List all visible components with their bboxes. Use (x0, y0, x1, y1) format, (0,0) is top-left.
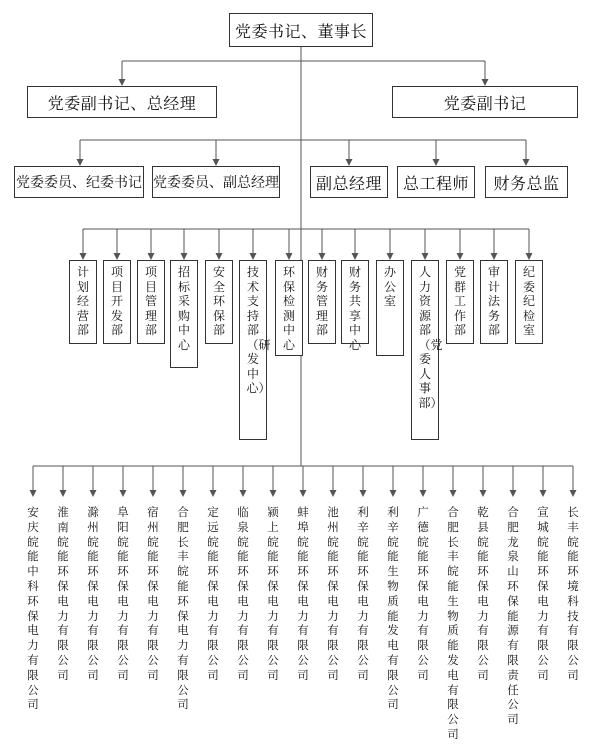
arrow-head (457, 253, 464, 260)
arrow-head (270, 490, 277, 497)
department-box (103, 260, 131, 344)
subsidiary-label: 合肥长丰皖能生物质能发电有限公司 (447, 505, 459, 741)
arrow-head (77, 159, 84, 166)
department-label: 党群工作部 (453, 265, 466, 337)
department-box (205, 260, 233, 344)
department-label: 办公室 (383, 265, 396, 308)
arrow-head (210, 490, 217, 497)
arrow-head (510, 490, 517, 497)
department-box (341, 260, 369, 352)
subsidiary-label: 阜阳皖能环保电力有限公司 (117, 505, 129, 682)
arrow-head (480, 490, 487, 497)
subsidiary-label: 广德皖能环保电力有限公司 (417, 505, 429, 682)
arrow-head (240, 490, 247, 497)
arrow-head (90, 490, 97, 497)
department-label: 环保检测中心 (282, 265, 295, 352)
department-box (446, 260, 474, 344)
arrow-head (80, 253, 87, 260)
arrow-head (114, 253, 121, 260)
arrow-head (150, 490, 157, 497)
subsidiary-label: 安庆皖能中科环保电力有限公司 (27, 505, 39, 712)
subsidiary-label: 乾县皖能环保电力有限公司 (477, 505, 489, 682)
subsidiary-label: 滁州皖能环保电力有限公司 (87, 505, 99, 682)
department-box (515, 260, 543, 344)
arrow-head (119, 79, 126, 86)
arrow-head (387, 253, 394, 260)
arrow-head (180, 490, 187, 497)
arrow-head (216, 253, 223, 260)
arrow-head (250, 253, 257, 260)
node-deputy-gm-member: 党委委员、副总经理 (152, 166, 280, 198)
node-chief-engineer: 总工程师 (397, 166, 475, 198)
department-label: 人力资源部（党委人事部） (418, 265, 443, 410)
arrow-head (422, 253, 429, 260)
subsidiary-label: 宣城皖能环保电力有限公司 (537, 505, 549, 682)
arrow-head (213, 159, 220, 166)
department-label: 项目管理部 (144, 265, 157, 337)
arrow-head (360, 490, 367, 497)
department-label: 财务共享中心 (348, 265, 361, 352)
subsidiary-label: 利辛皖能生物质能发电有限公司 (387, 505, 399, 712)
subsidiary-label: 颍上皖能环保电力有限公司 (267, 505, 279, 682)
node-general-manager: 党委副书记、总经理 (27, 86, 217, 118)
arrow-head (60, 490, 67, 497)
department-box (480, 260, 508, 344)
arrow-head (540, 490, 547, 497)
arrow-head (300, 490, 307, 497)
arrow-head (319, 253, 326, 260)
department-label: 财务管理部 (315, 265, 328, 337)
node-deputy-gm: 副总经理 (310, 166, 388, 198)
arrow-head (420, 490, 427, 497)
subsidiary-label: 利辛皖能环保电力有限公司 (357, 505, 369, 682)
subsidiary-label: 宿州皖能环保电力有限公司 (147, 505, 159, 682)
subsidiary-label: 长丰皖能环境科技有限公司 (567, 505, 579, 682)
department-label: 计划经营部 (76, 265, 89, 337)
department-box (275, 260, 303, 356)
department-label: 审计法务部 (487, 265, 500, 337)
arrow-head (30, 490, 37, 497)
arrow-head (482, 79, 489, 86)
arrow-head (330, 490, 337, 497)
arrow-head (120, 490, 127, 497)
subsidiary-label: 合肥长丰皖能环保电力有限公司 (177, 505, 189, 712)
department-label: 安全环保部 (212, 265, 225, 337)
arrow-head (390, 490, 397, 497)
arrow-head (181, 253, 188, 260)
subsidiary-label: 合肥龙泉山环保能源有限责任公司 (507, 505, 519, 727)
department-box (308, 260, 336, 344)
node-discipline-secretary: 党委委员、纪委书记 (14, 166, 144, 198)
subsidiary-label: 池州皖能环保电力有限公司 (327, 505, 339, 682)
arrow-head (352, 253, 359, 260)
node-cfo: 财务总监 (485, 166, 568, 198)
arrow-head (450, 490, 457, 497)
department-box (69, 260, 97, 344)
department-box (376, 260, 404, 356)
department-label: 项目开发部 (110, 265, 123, 337)
node-chairman: 党委书记、董事长 (229, 13, 373, 47)
arrow-head (286, 253, 293, 260)
subsidiary-label: 蚌埠皖能环保电力有限公司 (297, 505, 309, 682)
department-box (170, 260, 198, 368)
department-label: 技术支持部（研发中心） (246, 265, 271, 395)
arrow-head (491, 253, 498, 260)
subsidiary-label: 定远皖能环保电力有限公司 (207, 505, 219, 682)
department-box (239, 260, 271, 440)
arrow-head (148, 253, 155, 260)
arrow-head (523, 159, 530, 166)
node-deputy-secretary: 党委副书记 (392, 86, 578, 118)
arrow-head (526, 253, 533, 260)
department-box (137, 260, 165, 344)
subsidiary-label: 临泉皖能环保电力有限公司 (237, 505, 249, 682)
department-label: 纪委纪检室 (522, 265, 535, 337)
arrow-head (346, 159, 353, 166)
arrow-head (570, 490, 577, 497)
department-box (411, 260, 443, 440)
subsidiary-label: 淮南皖能环保电力有限公司 (57, 505, 69, 682)
arrow-head (433, 159, 440, 166)
department-label: 招标采购中心 (177, 265, 190, 352)
